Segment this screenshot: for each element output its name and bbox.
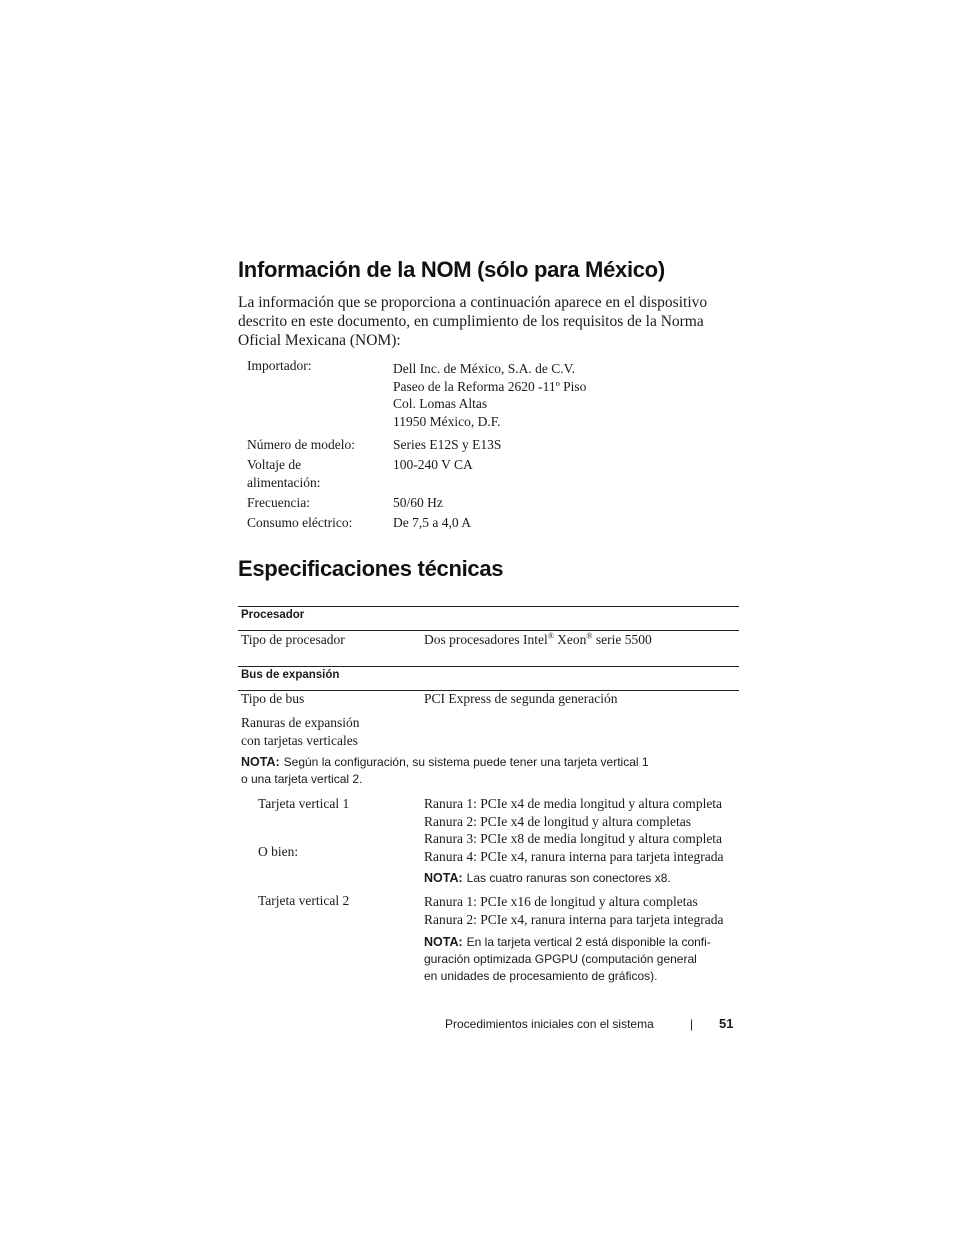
slot-item: Ranura 3: PCIe x8 de media longitud y altura completa xyxy=(424,831,723,846)
riser2-slots xyxy=(424,893,724,928)
importer-line: Paseo de la Reforma 2620 -11º Piso xyxy=(393,378,587,394)
slot-item: Ranura 1: PCIe x4 de media longitud y altura completa xyxy=(424,796,723,811)
consumption-label: Consumo eléctrico: xyxy=(247,515,353,530)
note-text: guración optimizada GPGPU (computación general xyxy=(424,952,697,966)
slot-item: Ranura 4: PCIe x4, ranura interna para tarjeta integrada xyxy=(424,848,724,864)
note-text: o una tarjeta vertical 2. xyxy=(241,772,363,786)
frequency-label: Frecuencia: xyxy=(247,495,310,510)
riser1-slots xyxy=(424,795,724,865)
processor-header: Procesador xyxy=(241,609,305,621)
slot-item: Ranura 2: PCIe x4 de longitud y altura completas xyxy=(424,813,691,829)
note-text: en unidades de procesamiento de gráficos). xyxy=(424,969,658,983)
specs-title: Especificaciones técnicas xyxy=(238,556,504,581)
note-text: Las cuatro ranuras son conectores x8. xyxy=(466,871,671,885)
registered-mark: ® xyxy=(586,631,593,641)
importer-address xyxy=(393,360,586,430)
riser2-label: Tarjeta vertical 2 xyxy=(258,893,350,908)
note-connectors xyxy=(424,870,671,887)
voltage-label-line: Voltaje de xyxy=(247,457,302,472)
consumption-value: De 7,5 a 4,0 A xyxy=(393,515,471,530)
nom-intro: La información que se proporciona a continuación aparece en el dispositivo descrito en este documento, en cumplimiento de los requisitos de la Norma Oficial Mexicana (NOM): xyxy=(238,294,708,349)
page-number: 51 xyxy=(719,1016,734,1031)
footer-text: Procedimientos iniciales con el sistema xyxy=(445,1017,654,1031)
processor-type-prefix: Dos procesadores Intel xyxy=(424,632,548,647)
bus-header: Bus de expansión xyxy=(241,669,340,681)
slots-label xyxy=(241,714,359,749)
voltage-label-line: alimentación: xyxy=(247,474,321,490)
model-label: Número de modelo: xyxy=(247,437,355,452)
processor-type-suffix: serie 5500 xyxy=(592,632,652,647)
processor-type-mid: Xeon xyxy=(553,632,587,647)
voltage-value: 100-240 V CA xyxy=(393,457,473,472)
note-riser-choice xyxy=(241,754,649,788)
footer-separator: | xyxy=(690,1017,694,1031)
note-label: NOTA: xyxy=(424,871,463,885)
model-value: Series E12S y E13S xyxy=(393,437,502,452)
note-label: NOTA: xyxy=(241,755,280,769)
importer-line: Dell Inc. de México, S.A. de C.V. xyxy=(393,361,575,376)
frequency-value: 50/60 Hz xyxy=(393,495,443,510)
registered-mark: ® xyxy=(547,631,554,641)
note-text: Según la configuración, su sistema puede tener una tarjeta vertical 1 xyxy=(283,755,649,769)
table-rule xyxy=(238,606,739,607)
processor-type-label: Tipo de procesador xyxy=(241,632,345,647)
importer-line: Col. Lomas Altas xyxy=(393,396,488,411)
slot-item: Ranura 1: PCIe x16 de longitud y altura completas xyxy=(424,894,698,909)
note-label: NOTA: xyxy=(424,935,463,949)
slot-item: Ranura 2: PCIe x4, ranura interna para tarjeta integrada xyxy=(424,911,724,927)
bus-type-label: Tipo de bus xyxy=(241,691,305,706)
or-label: O bien: xyxy=(258,844,299,859)
riser1-label: Tarjeta vertical 1 xyxy=(258,796,350,811)
note-text: En la tarjeta vertical 2 está disponible la confi- xyxy=(466,935,711,949)
slots-label-line: Ranuras de expansión xyxy=(241,715,360,730)
table-rule xyxy=(238,666,739,667)
slots-label-line: con tarjetas verticales xyxy=(241,732,358,748)
importer-label: Importador: xyxy=(247,358,312,373)
nom-title: Información de la NOM (sólo para México) xyxy=(238,257,665,282)
bus-type-value: PCI Express de segunda generación xyxy=(424,691,618,706)
note-gpgpu xyxy=(424,934,711,985)
importer-line: 11950 México, D.F. xyxy=(393,413,501,429)
voltage-label xyxy=(247,456,320,491)
processor-type-value xyxy=(424,631,652,649)
